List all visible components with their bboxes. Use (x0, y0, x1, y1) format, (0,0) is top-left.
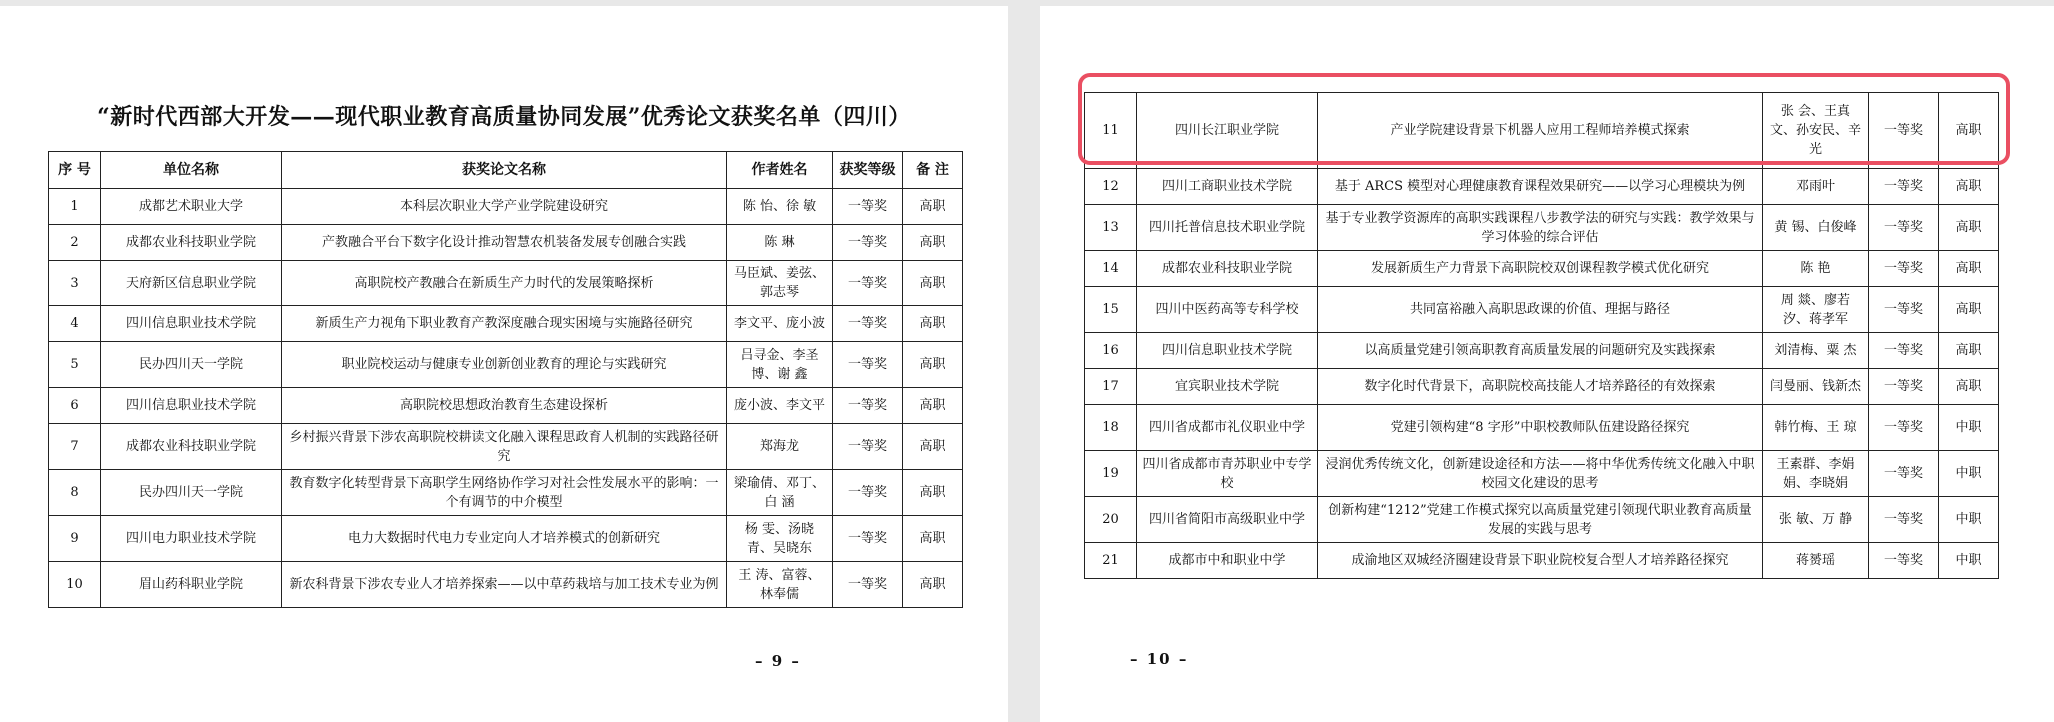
cell-unit: 成都农业科技职业学院 (101, 225, 282, 261)
table-row (1085, 251, 1999, 287)
table-row (49, 470, 963, 516)
cell-no: 13 (1085, 205, 1137, 251)
table-row (1085, 287, 1999, 333)
cell-no: 3 (49, 261, 101, 306)
cell-author: 郑海龙 (727, 424, 833, 470)
cell-level: 一等奖 (1869, 251, 1939, 287)
cell-author: 杨 雯、汤晓青、吴晓东 (727, 516, 833, 562)
cell-level: 一等奖 (1869, 333, 1939, 369)
table-row (1085, 205, 1999, 251)
cell-unit: 天府新区信息职业学院 (101, 261, 282, 306)
cell-author: 梁瑜倩、邓丁、白 涵 (727, 470, 833, 516)
cell-title: 教育数字化转型背景下高职学生网络协作学习对社会性发展水平的影响：一个有调节的中介模型 (282, 470, 727, 516)
cell-note: 高职 (1939, 251, 1999, 287)
table-row (49, 388, 963, 424)
cell-note: 高职 (903, 342, 963, 388)
cell-title: 发展新质生产力背景下高职院校双创课程教学模式优化研究 (1318, 251, 1763, 287)
page-number: – 10 – (1130, 650, 1189, 668)
header-level: 获奖等级 (833, 152, 903, 189)
table-row (49, 261, 963, 306)
table-row (49, 225, 963, 261)
table-row (1085, 497, 1999, 543)
cell-title: 本科层次职业大学产业学院建设研究 (282, 189, 727, 225)
cell-note: 高职 (903, 225, 963, 261)
cell-no: 12 (1085, 169, 1137, 205)
cell-no: 20 (1085, 497, 1137, 543)
cell-author: 闫曼丽、钱新杰 (1763, 369, 1869, 405)
table-row (49, 189, 963, 225)
cell-unit: 民办四川天一学院 (101, 470, 282, 516)
cell-title: 乡村振兴背景下涉农高职院校耕读文化融入课程思政育人机制的实践路径研究 (282, 424, 727, 470)
cell-unit: 四川中医药高等专科学校 (1137, 287, 1318, 333)
cell-level: 一等奖 (1869, 93, 1939, 169)
cell-level: 一等奖 (833, 424, 903, 470)
cell-note: 高职 (903, 562, 963, 608)
cell-author: 陈 怡、徐 敏 (727, 189, 833, 225)
cell-no: 9 (49, 516, 101, 562)
cell-level: 一等奖 (833, 225, 903, 261)
cell-unit: 成都农业科技职业学院 (1137, 251, 1318, 287)
cell-level: 一等奖 (833, 189, 903, 225)
cell-title: 共同富裕融入高职思政课的价值、理据与路径 (1318, 287, 1763, 333)
cell-title: 产教融合平台下数字化设计推动智慧农机装备发展专创融合实践 (282, 225, 727, 261)
cell-no: 19 (1085, 451, 1137, 497)
cell-author: 韩竹梅、王 琼 (1763, 405, 1869, 451)
cell-level: 一等奖 (833, 388, 903, 424)
cell-note: 高职 (1939, 369, 1999, 405)
cell-unit: 四川省成都市礼仪职业中学 (1137, 405, 1318, 451)
cell-level: 一等奖 (1869, 369, 1939, 405)
cell-title: 基于 ARCS 模型对心理健康教育课程效果研究——以学习心理模块为例 (1318, 169, 1763, 205)
cell-unit: 四川省简阳市高级职业中学 (1137, 497, 1318, 543)
cell-no: 10 (49, 562, 101, 608)
cell-note: 高职 (1939, 333, 1999, 369)
cell-note: 高职 (1939, 287, 1999, 333)
cell-no: 11 (1085, 93, 1137, 169)
cell-level: 一等奖 (1869, 543, 1939, 579)
cell-author: 蒋赟瑶 (1763, 543, 1869, 579)
cell-level: 一等奖 (833, 516, 903, 562)
cell-title: 新质生产力视角下职业教育产教深度融合现实困境与实施路径研究 (282, 306, 727, 342)
cell-note: 中职 (1939, 451, 1999, 497)
cell-author: 吕寻金、李圣博、谢 鑫 (727, 342, 833, 388)
cell-title: 浸润优秀传统文化，创新建设途径和方法——将中华优秀传统文化融入中职校园文化建设的思考 (1318, 451, 1763, 497)
cell-no: 6 (49, 388, 101, 424)
cell-author: 陈 艳 (1763, 251, 1869, 287)
cell-title: 高职院校思想政治教育生态建设探析 (282, 388, 727, 424)
table-row (49, 424, 963, 470)
cell-note: 高职 (1939, 93, 1999, 169)
cell-title: 高职院校产教融合在新质生产力时代的发展策略探析 (282, 261, 727, 306)
cell-no: 5 (49, 342, 101, 388)
cell-no: 8 (49, 470, 101, 516)
cell-unit: 四川省成都市青苏职业中专学校 (1137, 451, 1318, 497)
header-note: 备 注 (903, 152, 963, 189)
award-table-left (48, 151, 963, 608)
cell-title: 以高质量党建引领高职教育高质量发展的问题研究及实践探索 (1318, 333, 1763, 369)
cell-unit: 成都市中和职业中学 (1137, 543, 1318, 579)
cell-title: 电力大数据时代电力专业定向人才培养模式的创新研究 (282, 516, 727, 562)
cell-unit: 民办四川天一学院 (101, 342, 282, 388)
cell-no: 17 (1085, 369, 1137, 405)
table-row (1085, 169, 1999, 205)
cell-no: 15 (1085, 287, 1137, 333)
cell-level: 一等奖 (1869, 405, 1939, 451)
header-unit: 单位名称 (101, 152, 282, 189)
cell-note: 高职 (903, 261, 963, 306)
table-row (49, 562, 963, 608)
cell-author: 王素群、李娟娟、李晓娟 (1763, 451, 1869, 497)
cell-author: 周 燚、廖若汐、蒋孝军 (1763, 287, 1869, 333)
cell-no: 2 (49, 225, 101, 261)
cell-level: 一等奖 (833, 306, 903, 342)
table-row (1085, 405, 1999, 451)
cell-title: 基于专业教学资源库的高职实践课程八步教学法的研究与实践：教学效果与学习体验的综合评估 (1318, 205, 1763, 251)
cell-level: 一等奖 (1869, 205, 1939, 251)
cell-no: 1 (49, 189, 101, 225)
cell-note: 中职 (1939, 497, 1999, 543)
cell-title: 新农科背景下涉农专业人才培养探索——以中草药栽培与加工技术专业为例 (282, 562, 727, 608)
cell-note: 高职 (903, 388, 963, 424)
cell-note: 高职 (903, 189, 963, 225)
cell-unit: 成都农业科技职业学院 (101, 424, 282, 470)
cell-level: 一等奖 (1869, 497, 1939, 543)
award-table-right (1084, 92, 1999, 579)
cell-author: 李文平、庞小波 (727, 306, 833, 342)
cell-author: 刘清梅、粟 杰 (1763, 333, 1869, 369)
cell-no: 4 (49, 306, 101, 342)
cell-note: 高职 (903, 306, 963, 342)
cell-author: 张 会、王真文、孙安民、辛光 (1763, 93, 1869, 169)
cell-unit: 四川电力职业技术学院 (101, 516, 282, 562)
cell-title: 党建引领构建“8 字形”中职校教师队伍建设路径探究 (1318, 405, 1763, 451)
cell-note: 中职 (1939, 543, 1999, 579)
cell-unit: 四川信息职业技术学院 (1137, 333, 1318, 369)
cell-no: 18 (1085, 405, 1137, 451)
cell-note: 中职 (1939, 405, 1999, 451)
cell-no: 16 (1085, 333, 1137, 369)
cell-author: 马臣斌、姜弦、郭志琴 (727, 261, 833, 306)
cell-level: 一等奖 (833, 261, 903, 306)
cell-note: 高职 (903, 424, 963, 470)
cell-unit: 宜宾职业技术学院 (1137, 369, 1318, 405)
cell-level: 一等奖 (1869, 451, 1939, 497)
cell-note: 高职 (1939, 205, 1999, 251)
cell-level: 一等奖 (1869, 287, 1939, 333)
cell-unit: 四川信息职业技术学院 (101, 388, 282, 424)
header-author: 作者姓名 (727, 152, 833, 189)
header-title: 获奖论文名称 (282, 152, 727, 189)
cell-no: 14 (1085, 251, 1137, 287)
cell-title: 产业学院建设背景下机器人应用工程师培养模式探索 (1318, 93, 1763, 169)
cell-author: 邓雨叶 (1763, 169, 1869, 205)
cell-no: 21 (1085, 543, 1137, 579)
cell-note: 高职 (903, 516, 963, 562)
cell-author: 王 涛、富蓉、林奉儒 (727, 562, 833, 608)
cell-unit: 成都艺术职业大学 (101, 189, 282, 225)
cell-note: 高职 (1939, 169, 1999, 205)
table-row (1085, 451, 1999, 497)
cell-no: 7 (49, 424, 101, 470)
cell-title: 成渝地区双城经济圈建设背景下职业院校复合型人才培养路径探究 (1318, 543, 1763, 579)
table-row (49, 306, 963, 342)
cell-unit: 四川托普信息技术职业学院 (1137, 205, 1318, 251)
cell-author: 庞小波、李文平 (727, 388, 833, 424)
table-body-right (1085, 93, 1999, 579)
table-row (1085, 93, 1999, 169)
cell-unit: 四川长江职业学院 (1137, 93, 1318, 169)
cell-level: 一等奖 (833, 342, 903, 388)
document-title: “新时代西部大开发——现代职业教育高质量协同发展”优秀论文获奖名单（四川） (97, 104, 911, 130)
document-page-10 (1040, 6, 2054, 722)
cell-author: 陈 琳 (727, 225, 833, 261)
cell-unit: 四川工商职业技术学院 (1137, 169, 1318, 205)
header-no: 序 号 (49, 152, 101, 189)
cell-level: 一等奖 (1869, 169, 1939, 205)
cell-unit: 眉山药科职业学院 (101, 562, 282, 608)
cell-title: 创新构建“1212”党建工作模式探究以高质量党建引领现代职业教育高质量发展的实践与思考 (1318, 497, 1763, 543)
table-row (1085, 369, 1999, 405)
table-header-row (49, 152, 963, 189)
table-row (49, 516, 963, 562)
cell-unit: 四川信息职业技术学院 (101, 306, 282, 342)
cell-note: 高职 (903, 470, 963, 516)
table-body-left (49, 189, 963, 608)
cell-author: 黄 锡、白俊峰 (1763, 205, 1869, 251)
cell-title: 数字化时代背景下，高职院校高技能人才培养路径的有效探索 (1318, 369, 1763, 405)
cell-title: 职业院校运动与健康专业创新创业教育的理论与实践研究 (282, 342, 727, 388)
cell-author: 张 敏、万 静 (1763, 497, 1869, 543)
document-page-9 (0, 6, 1008, 722)
table-row (1085, 543, 1999, 579)
table-row (1085, 333, 1999, 369)
cell-level: 一等奖 (833, 562, 903, 608)
page-number: – 9 – (755, 652, 801, 670)
cell-level: 一等奖 (833, 470, 903, 516)
table-row (49, 342, 963, 388)
